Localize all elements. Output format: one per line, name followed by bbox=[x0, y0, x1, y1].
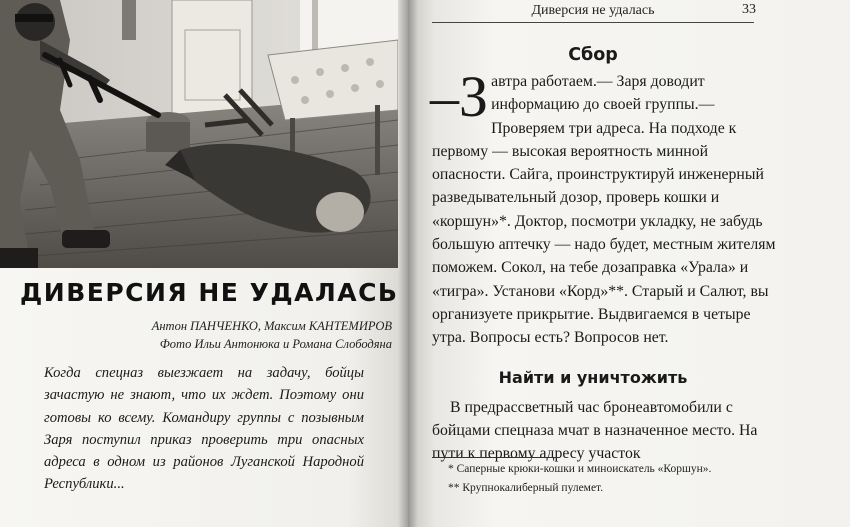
paragraph-text: автра работаем.— Заря доводит информацию до своей группы.— Проверяем три адреса. На подходе к первому — высокая вероятность минной опасности. Сайга, проинструктируй инженерный разведывательный дозор, проверь кошки и «коршун»*. Доктор, посмотри укладку, не забудь большую аптечку — надо будет, местным жителям поможем. Сокол, на тебе дозаправка «Урала» и «тигра». Установи «Корд»**. Старый и Салют, вы организуете прикрытие. Выдвигаемся в четыре утра. Вопросы есть? Вопросов нет. bbox=[432, 73, 776, 347]
byline-photo-credit: Фото Ильи Антонюка и Романа Слободяна bbox=[159, 337, 392, 351]
page-number: 33 bbox=[742, 2, 756, 17]
footnote-divider bbox=[432, 457, 560, 458]
book-gutter bbox=[398, 0, 418, 527]
section-paragraph-find: В предрассветный час бронеавтомобили с бойцами спецназа мчат в назначенное место. На пути к первому адресу участок bbox=[432, 399, 758, 462]
drop-cap-dash: – bbox=[430, 64, 459, 129]
section-heading-find: Найти и уничтожить bbox=[498, 368, 688, 387]
byline-authors: Антон ПАНЧЕНКО, Максим КАНТЕМИРОВ bbox=[151, 319, 392, 333]
section-heading-sbor: Сбор bbox=[568, 45, 618, 65]
section-paragraph-sbor bbox=[430, 64, 776, 350]
footnote-1: * Саперные крюки-кошки и миноискатель «Коршун». bbox=[448, 463, 712, 475]
footnote-2: ** Крупнокалиберный пулемет. bbox=[448, 482, 604, 494]
drop-cap bbox=[430, 64, 489, 129]
drop-cap-letter: З bbox=[459, 64, 489, 129]
left-page bbox=[0, 0, 408, 527]
running-head: Диверсия не удалась bbox=[432, 3, 754, 23]
lead-paragraph: Когда спецназ выезжает на задачу, бойцы зачастую не знают, что их ждет. Поэтому они готовы ко всему. Командиру группы с позывным Заря поступил приказ проверить три опасных адреса в одном из районов Луганской Народной Республики... bbox=[44, 365, 364, 493]
article-title: ДИВЕРСИЯ НЕ УДАЛАСЬ bbox=[20, 278, 399, 307]
article-photo bbox=[0, 0, 398, 268]
byline bbox=[20, 317, 392, 353]
